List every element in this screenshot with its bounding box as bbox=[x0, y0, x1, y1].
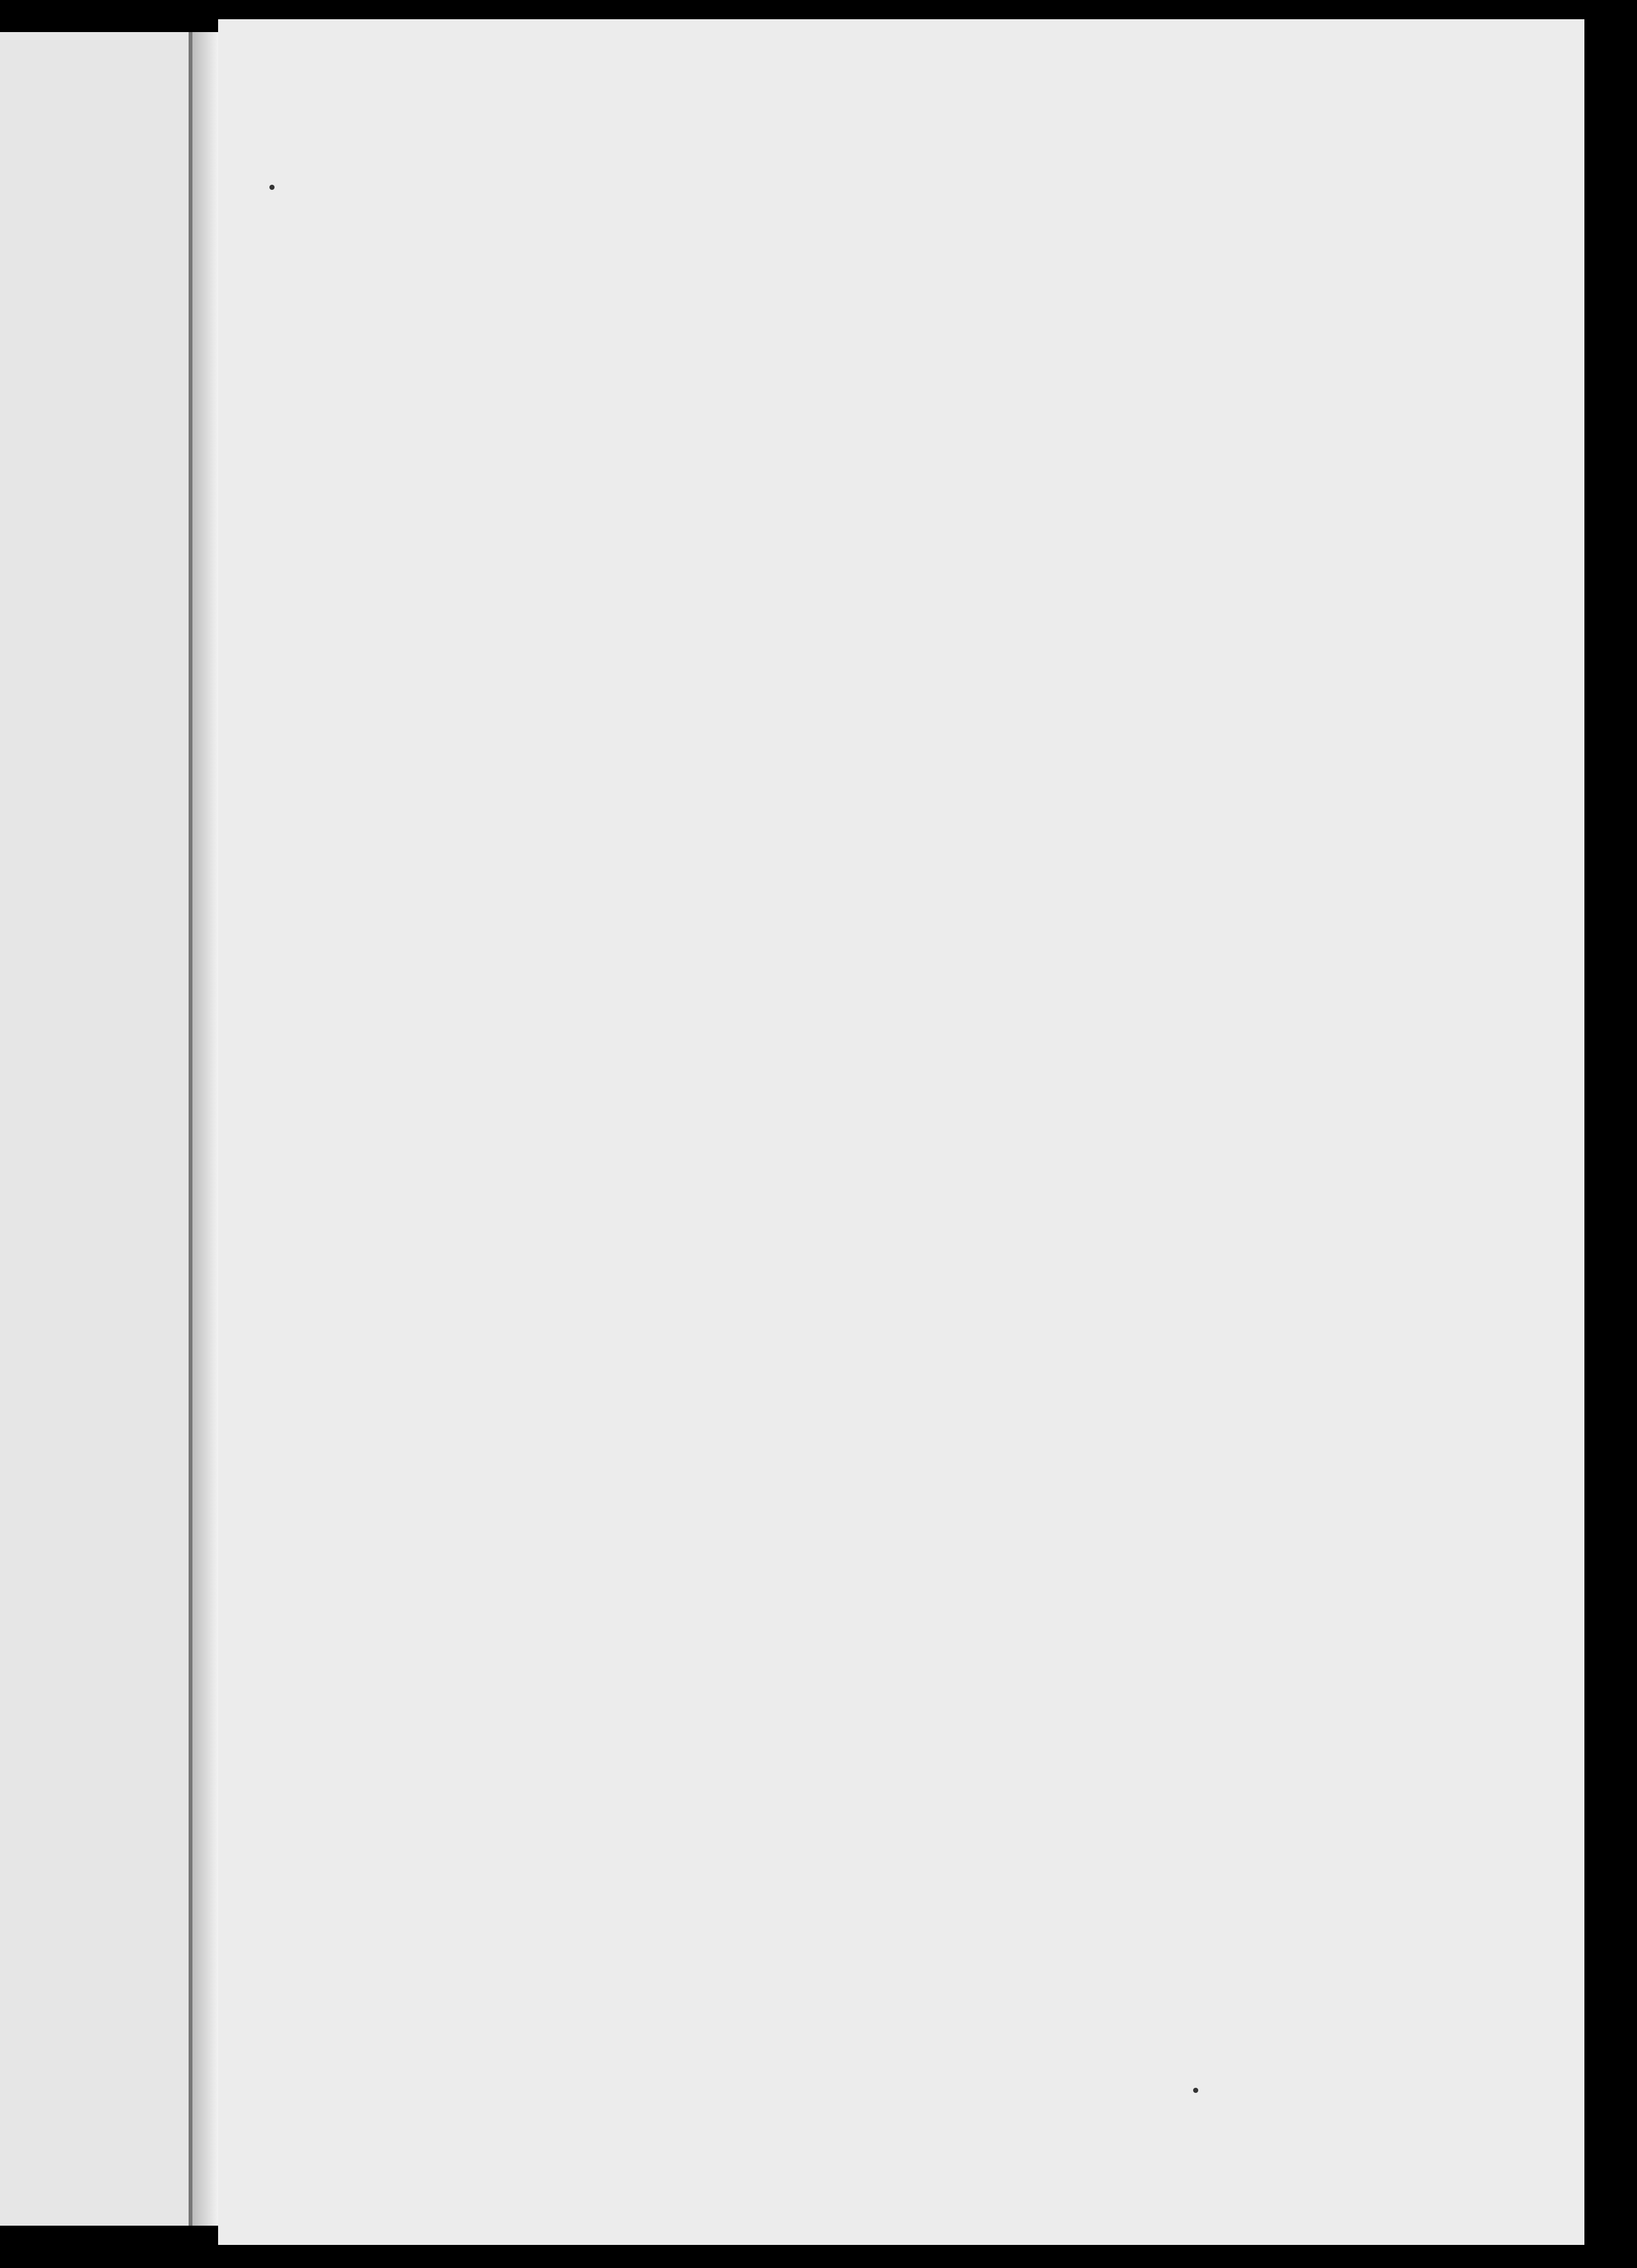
speck bbox=[269, 185, 275, 190]
document-page bbox=[218, 19, 1584, 2245]
previous-page-fragment bbox=[0, 32, 192, 2226]
book-gutter bbox=[192, 32, 218, 2226]
speck bbox=[1193, 2088, 1198, 2093]
